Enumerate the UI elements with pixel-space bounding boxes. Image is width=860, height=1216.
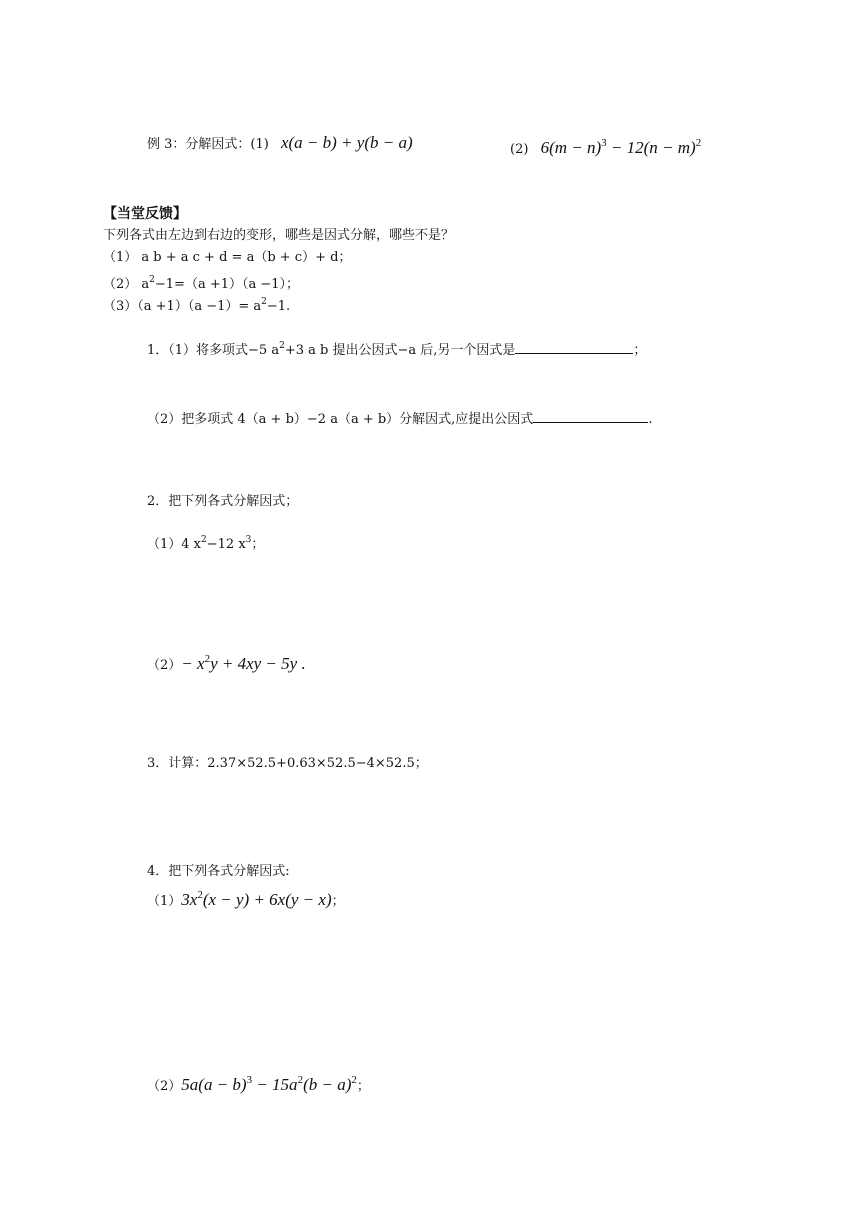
- item3-sup: 2: [261, 297, 267, 307]
- q1-part1-post: +3 a b 提出公因式−a 后,另一个因式是: [284, 343, 516, 358]
- item2-rest: −1=（a +1）（a −1）；: [154, 277, 300, 292]
- q4-sub2-expr: [181, 1075, 357, 1094]
- feedback-item-2: [103, 271, 299, 294]
- q4-sub1-label: （1）: [147, 894, 182, 909]
- q2-sub1-pre: （1）4 x: [147, 537, 202, 552]
- q4-sub1-expr: [181, 890, 331, 909]
- q4-sub2: [147, 1071, 370, 1096]
- expr2-mid: − 12(n − m): [606, 138, 696, 157]
- item3-pre: （3）（a +1）（a −1）= a: [103, 299, 262, 314]
- q4-sub2-sup2: 2: [297, 1074, 304, 1086]
- q2-heading: 2．把下列各式分解因式；: [147, 494, 299, 509]
- q2-sub1-sup2: 3: [245, 535, 252, 545]
- q4-sub2-pre: 5a(a − b): [181, 1075, 247, 1094]
- q2-sub2-pre: − x: [181, 654, 205, 673]
- q1-part2-end: .: [648, 412, 653, 427]
- example3-line2: [510, 134, 701, 159]
- item2-sup: 2: [149, 275, 155, 285]
- q3-text: 3．计算：2.37×52.5+0.63×52.5−4×52.5；: [147, 756, 428, 771]
- q4-heading: 4．把下列各式分解因式:: [147, 864, 290, 879]
- q1-part2: [147, 408, 652, 429]
- q4-sub1-pre: 3x: [181, 890, 198, 909]
- example3-expr1: x(a − b) + y(b − a): [280, 133, 413, 152]
- q4-sub2-end: ；: [356, 1079, 370, 1094]
- q1-part1-end: ；: [633, 343, 647, 358]
- q4-sub1-post: (x − y) + 6x(y − x): [202, 890, 332, 909]
- q2-sub1-end: ；: [251, 537, 265, 552]
- q1-part1-pre: 1．（1）将多项式−5 a: [147, 343, 280, 358]
- expr2-pre: 6(m − n): [540, 138, 602, 157]
- expr2-exp2: 2: [695, 137, 702, 149]
- q2-sub1-sup1: 2: [201, 535, 207, 545]
- q2-sub1: [147, 531, 264, 554]
- feedback-intro: 下列各式由左边到右边的变形，哪些是因式分解，哪些不是？: [103, 228, 455, 243]
- q4-sub1-end: ；: [331, 894, 345, 909]
- feedback-item-3: [103, 293, 290, 316]
- example3-label2: (2): [510, 142, 529, 157]
- q2-sub2-sup: 2: [204, 653, 211, 665]
- q4-sub2-post: (b − a): [303, 1075, 352, 1094]
- q2-sub2-post: y + 4xy − 5y .: [210, 654, 306, 673]
- q2-sub2-expr: [181, 654, 305, 673]
- q2-sub1-mid: −12 x: [206, 537, 246, 552]
- q4-sub1-sup: 2: [197, 889, 203, 901]
- q4-sub1: [147, 886, 345, 911]
- answer-blank-2[interactable]: [533, 408, 648, 423]
- q4-sub2-mid: − 15a: [252, 1075, 298, 1094]
- q4-sub2-sup3: 2: [351, 1074, 357, 1086]
- example3-label: 例 3：分解因式：(1): [147, 137, 269, 152]
- example3-line: [147, 134, 413, 154]
- feedback-heading: 【当堂反馈】: [103, 206, 187, 222]
- item2-pre: （2） a: [103, 277, 150, 292]
- q2-sub2: [147, 650, 306, 675]
- answer-blank-1[interactable]: [515, 339, 633, 354]
- q2-sub2-label: （2）: [147, 658, 182, 673]
- q1-part2-text: （2）把多项式 4（a + b）−2 a（a + b）分解因式,应提出公因式: [147, 412, 534, 427]
- feedback-item-1: （1） a b + a c + d = a（b + c）+ d；: [103, 250, 352, 265]
- example3-expr2: [541, 138, 702, 157]
- expr2-exp1: 3: [601, 137, 607, 149]
- q1-part1-sup: 2: [279, 341, 285, 351]
- q4-sub2-label: （2）: [147, 1079, 182, 1094]
- item3-rest: −1.: [266, 299, 291, 314]
- q4-sub2-sup1: 3: [246, 1074, 253, 1086]
- q1-part1: [147, 337, 646, 360]
